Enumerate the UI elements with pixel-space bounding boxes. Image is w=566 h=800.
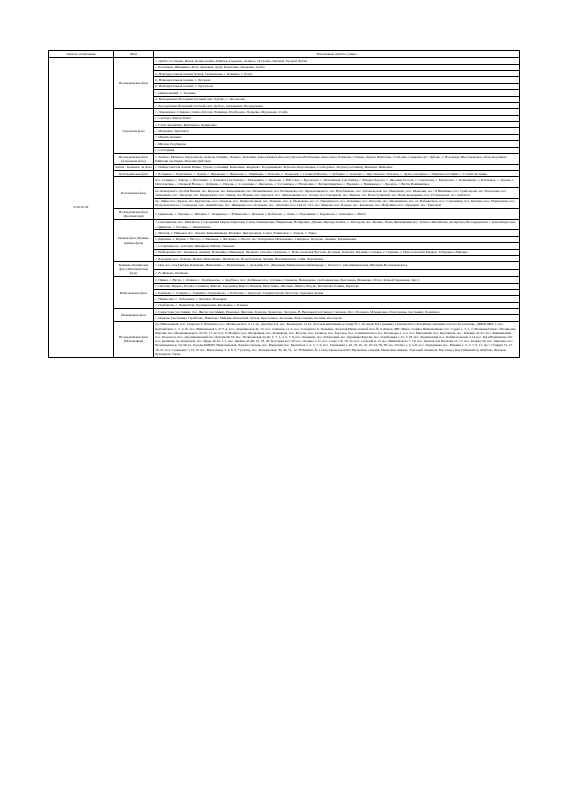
phase-cell: Вайсльевская фаза <box>114 277 154 309</box>
locations-cell: с. Пинка, с. Вусче, с. Осинов, с. Подберезево, с. Зарубино, пос. Любимово пос. (Осника, Стинкова, Вешникова, Свободкинская, Брясляцка, Шенькова, 30 пос Речкой Перцевкая, Зепс) <box>154 277 520 283</box>
locations-cell: п. Волоцдаевка-Волоцкий частный сект. Дубово, с. Фолоноше <box>154 96 520 102</box>
locations-cell: пр. Ливно пос Дорное, пос Крутылово, пос. Озерная, пос. Пряшлоповкая, пос. Ровково, пос. Т. Мешакова, пос. С. Перцевского, пос. Коверина, пос. Власова, пос. Мельникова, пос. О. Воблевского, пос. Стрелиных, пос. Квачука, пос. Пряховская, пос. Кутцевовская пос. Ганчарова, пос. Акимбетова, пос. Шишкова, пос. Богнеева, пос. Лукатова, пос. ПД 10, 101, пос. Бёвкова, пос. Барова, пос. Кочанова, пос. Набушина, пос. Охрицева, пос. Ершовой <box>154 198 520 209</box>
locations-cell: с. Кирпичь, с. Вераш, с. Вестос, с. Шелкова, с. Янтарева, с. Волоз, пос Запорновал Моношкино, Смирдвое, Полдово, Лемино, Бровинчевка <box>154 236 520 242</box>
table-row <box>49 177 520 188</box>
locations-cell: с. Трибок, Монково, Пересыпово, Ключи, Гранёво, Ломово, Загалины, Завод Камнев (Кесово), Белово Васильевка, Кексолоко, Ролиново, Главево, Фрязл, Шепотюк, Слободка, Северная пос. Дубово, с. Вороница, Шестаковское, Лохи, Коромиха, Шишлин частники, 40 ветви Дайсткая <box>154 154 520 165</box>
locations-cell: п. Новоцертельная поляна Хомов, Глазковская, с. Каменка, с. Руско <box>154 70 520 76</box>
phase-cell: Котельничская фаза <box>114 171 154 177</box>
phase-cell: Каменко-Каширская фаза (Ясвоцкинская фаза) <box>114 262 154 277</box>
table-header-row <box>49 51 520 58</box>
phase-cell: Волоцдаевская фаза (Моковецкая) <box>114 321 154 357</box>
phase-cell: Волоцдаевская фаза (Колечевская) <box>114 209 154 220</box>
locations-cell: пос. Сеницы, с. Заволь, с. Нагатвино, с. Лапаевка (частники), с. Марьевина, с. Ироново, с. НВ Слад, с. Бурлахово, с. Моношкино (частники), с. Мокисе Бороча, с. Явочные Рослон, с. Смедлечев, с. Бернулово, с. Калиниково, с. Ключевск, с. Докова, с. Пахотовские, с. Озерной Нолов, с. Добрино, с. Инчере, с. Солоницы, с. Явочнова, с. Гостилёвка, с. Вблеровка, с. Бобоватцинская, с. Вернила, с. Видниково, с. Дроздов, с. Вести Войнявецкое <box>154 177 520 188</box>
locations-cell: пр. Комарового, Долгая Нижня, пос Березов, пос Каньевикова, пос Мельниковых, пос Волковкова, пос Ларионовкового, пос Воробьёвово, пос Зубовальская, пос Меньшово, пос. Шевочки, пос. О Вишнёвы, пос. Грибоедова, пос Полеткова, пос Лебедевых, пос. Звездова, пос Медведского пос. Смирв, пос Наины, пос. Краснох, пос. Филатовкино пос. Зотова, пос Гончарная, пос. Виляча, пос Волоступцевой, пос Ясева Кольцевых, пос. Н. Комарова, пос Дайтиста <box>154 188 520 199</box>
table-row <box>49 219 520 230</box>
locations-cell: с. Пряжлово, с. Хрезаке, с. Яаблиеч, с. Твориково, с. В Камелеи, с. Бучеков, с. Бобилово, с. Ламь, с. Подолкина, с. Бараксела, с. Ключиха, с. Вахта <box>154 209 520 220</box>
locations-cell: с. Сырастова (частники), пос. Жасле (частники), Ремеевка, Жеговка, Грядовд, Демисево, Загорела, В. Визовкая (частники), Ситечки, Лесо Уразенко, Марьяновка, Разнотравье (частники), Ломиново <box>154 309 520 315</box>
locations-cell: с. Слобода, Фёдов, Бекет <box>154 115 520 121</box>
table-row <box>49 321 520 357</box>
phase-cell: Правая фаза (Правые районы фаза) <box>114 219 154 262</box>
locations-cell: с. Подбенова, с. Ядновская, Грушаковская, Блочковка, с. Ельшее <box>154 302 520 308</box>
locations-cell: с. В. Жуково, Пашкова <box>154 269 520 276</box>
locations-cell: с. Дубно, Сосновка, Ясная, Ясная поляна, Шигаев, Гордеево, Зелёное, Островка, Чернаяа, Русыни, Бубна <box>154 58 520 64</box>
locations-cell: с. Цок пос. Сея Грибки, Бармичко, Никиткина, с. Батрибновка, с. Дальшин пос. (Иринавка Мишкинская Цилимири), с. Зетак пос. (Колпиниковская, Шиловая Носильковское) <box>154 262 520 269</box>
locations-cell: с. Ивачёв, Кошино <box>154 134 520 140</box>
locations-cell: с. Марьевка, Заречаиск <box>154 128 520 134</box>
phase-cell: Городская фаза <box>114 109 154 154</box>
locations-cell: с. Мрозы, Подбирное <box>154 141 520 147</box>
locations-cell: с. Сторонная пос Алтоцав, Явнайрки, Рябова, Сменова <box>154 243 520 249</box>
locations-cell: с. Бобрики, с. Горловиска, с. Дараи, с. Жерновка, с. Никонова, с. Мишицки, с. Белолав, с. Поднеьев, с. Славной Нолово, с. Добрино, с. Озерная, с. Ярославского Чехачов, с. Древо частники, с. Пвиовая частники, с. Сотная частники <box>154 171 520 177</box>
header-locations: Населённые пункты, улицы <box>154 51 520 58</box>
header-period: Период отключения <box>49 51 114 58</box>
outage-schedule-table <box>48 50 520 358</box>
table-row <box>49 209 520 220</box>
locations-cell: с. Войнарских пос. Тилиацов, Лемино, Вожнайне, Шиновары, Шешрко, Cветаво, Пошноко, с. Новоселовская Чистово, Поповка, Ответин, Малинка, Сенавы, с. Годинки, с. Новоселовская Медков, Тебурдина, Виновка <box>154 249 520 255</box>
phase-cell: Волоцдаевская фаза <box>114 58 154 109</box>
phase-cell: Канал - Каменка, ла фаза <box>115 165 152 170</box>
table-body <box>49 58 520 358</box>
locations-cell: с. Бородино пос. Ломово, Фецов, Моношкено, Шелкополь, Подлубовская, Запнин, Неговаковская, Сафи, Чертовачка <box>154 255 520 261</box>
table-row <box>49 262 520 269</box>
locations-cell: пр. Николенково пос. Генерала Т. Штемича, пос. Малиновского 3-11, пр. Дружбы 4-8, пос. Бешенцово 14,16, Лесовой вишнёвый ассоцин № 1, Осонова Бага (вешки), Осинова Бага: Кладбища овощных частности кладовке, ДПКВ ОВК 1; пос. Камчинского 1, 7, 2-10, пос. Вишневская 5, 27 5 А, пос. Деревянская 44, 74, пос. Смичное 1а, 4, пос. Сахарного 6, Ткачейка, Деловой Нынв-ланной часа № 3, Рынок ДНС Мира, Селина Пивовченкова, пос. Сурка 1, 3, 5, 7, Маленки Гравас, Малиновка Фарсия, пос. Мельниковского 20-32, 17-32, пос. Р. Морфеч, пос. Вторыцкая, пос. Речеквова, пос. Болоты, пос. Главное, пос. Борское, пос. Семенковского пос. Колонеры 1, 3-5, пос. Мыловкий, пос. Кругликов, пос. Пажино 41-47, пос. Вишнёвский, пос. Подольск, пос. Дроднищевский пос. Буксия 66-74, пос. Полиловская 24-40, 5, 7, 1, 3, 5, 7, 9, пос. Каньяны, пос. Рубенский, пос. Куриевка/Кругли, пос. Горбилевка 1-15, 3-18, пос. Буднянский, пос. Кабиналовские 4-14 пос. Бега/Вершинова, 63, пос. Кривецк, пр. Караброй, пос. Вуды 26-32, 1-7, пос. Двойка 43-48, 10, 18, 29, Кострева кол. 92, пос. Бодино 1-11, пос. Сажо 5-8, 18, 22, пос. Сечелой 6, 12 пос. Вишневского 7, 19, пос. Драков пов Плаховк 15, 17, пос. Конака 30, пос. Мыловк, пос. Волнаправов 4, 54, 96-12, Городи БОВИТ, Николаевская, Ломоносовская, пос. Мыловый пос. Бархатная 1, 3, 5, 7, 9, пос. Геннадиая 1-16, 18, 20, 22, 25-34, 36, 38, пос. Ктобы 1, 3, 5-8, пос. Дзердиевка пос. Марина 1, 3, 5, 7, 9, 11, пос. Станция 15, 17, 19, 21, пос. Сузишева 7, 13, 19 пос. Выпусница 3, 4, 6, 5, 7 (часть), пос. Казачанская, 39, 40, 51, 12, 58 Выйзно № 1 Подставки кочен 60, Вараксима станция, Менискин Лизина, Торговый павильон, Бар Озера, Бар Дайнанавор, Майтово Цветков, Буроверов, Тарея <box>154 321 520 357</box>
locations-cell: с. Слав, Зернышко, Бежанцово, Кукиновка <box>154 122 520 128</box>
locations-cell: с. Ротанцево, Вишнёвое, Блох, Дымовка, Луна, Роматовка, Черновка, Алоба <box>154 64 520 70</box>
table-row <box>49 154 520 165</box>
phase-cell: Колечевская фаза <box>114 177 154 209</box>
phase-cell: Волоцдаевская фаза (начальная фаза) <box>114 154 154 165</box>
locations-cell: с. Слободиня <box>154 147 520 153</box>
locations-cell: с. Пабкосово, с. Лоборовка, с. Хузенок, Волоцкая <box>154 296 520 302</box>
locations-cell: с. Ломовецкое, Сумково, Осина, Кусала, Пашинка, Подборное, Порцевы, Журавлеко, Стайр <box>154 109 520 115</box>
phase-cell: Моковецкая фаза <box>114 309 154 322</box>
locations-cell: с. Кавшева, с. Суриева, с. Геркивах, Подмерново, с. Бабелова, с. Березова, Гордниговская, Бетстова, Урдалька Ариак <box>154 289 520 295</box>
locations-cell: п. Новоцертельная поляна, с. Троствоси <box>154 83 520 89</box>
locations-cell: п. Новоцертельная поляна, с. Посадов <box>154 77 520 83</box>
locations-cell: с. Волоцдаевка-Волоцкий частный сект. Дубово, письменны. Волоцдаевка <box>154 102 520 108</box>
locations-cell: с. Черкова (частники), Гераббово, Илкатово, Майдия-Ломовской, Залезь, Крестовкао, Лесновка, В.Осолцевка частник, Песоческа <box>154 315 520 321</box>
locations-cell: с. Маховк, с. Никонов пос. Ловаля, Камышникова, Ветрина, Центральная, Сокол, Ровинское, с. Зорнак, с. Тавра <box>154 230 520 236</box>
locations-cell: с. Светлинские пос. Михайлов, Сторожиния Марьи, Пристань Сотки, Пашкинские, Видинская, Нобировка, Дубовк, Ивалды Зелёна, с. Заболдова пос. Белино, Пазы, Желниковки пос. Зубово, Михайлово, Кочербова, Волоцдаевская с. Ольгенбергская, с. Якимова, с. Узловка, с. Левенцакова <box>154 219 520 230</box>
period-cell: 0.30-10.30 <box>49 58 114 358</box>
locations-cell: с. Нойки Светлая поляна Ячино, Тукова, Сошники, Кошелиев, Андреево, Рододиникова, Березово Корсовчевка, Слободсино, Лесная (частники), Бешовая, Ивановка <box>154 164 520 170</box>
locations-cell: с. Пестеве, Видово, Разова, Сашкина, Фенова, Городница Вакста Нелевая, Пристника, Лютовка, Шивта, Штурь, Кестинова Голшка, Березова <box>154 283 520 289</box>
header-phase: Фаза <box>114 51 154 58</box>
locations-cell: с. Пряжловский, с. Тотаевка <box>154 90 520 96</box>
